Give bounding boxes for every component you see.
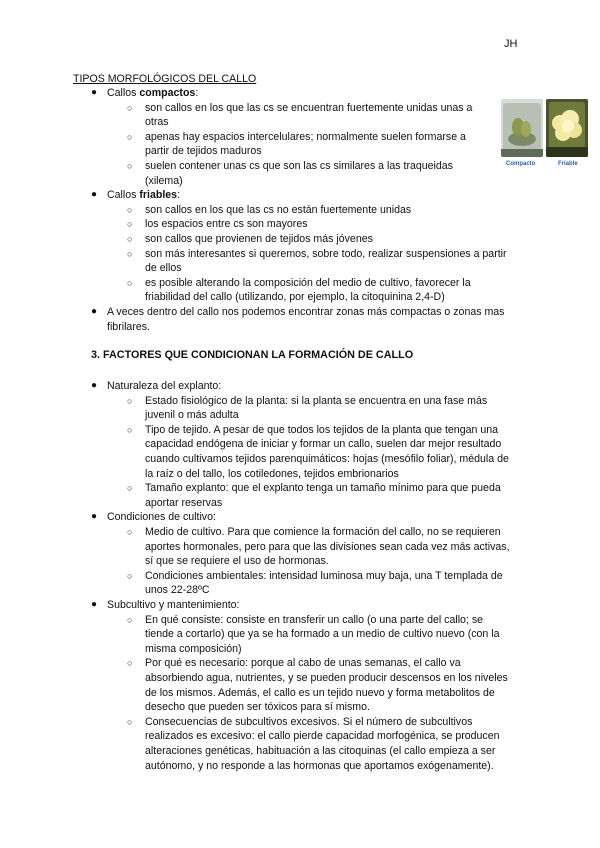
bullet-dot-icon: ● xyxy=(91,87,98,98)
sub-bullet-continuation: unos 22-28ºC xyxy=(145,584,210,597)
sub-bullet-continuation: aportes hormonales, pero para que las divisiones sean cada vez más activas, xyxy=(145,540,510,553)
section-heading-factores: 3. FACTORES QUE CONDICIONAN LA FORMACIÓN DE CALLO xyxy=(91,349,414,362)
bullet-dot-icon: ● xyxy=(91,189,98,201)
sub-bullet-item: ○ son callos que provienen de tejidos más jóvenes xyxy=(127,232,373,245)
sub-bullet-continuation: friabilidad del callo (utilizando, por ejemplo, la citoquinina 2,4-D) xyxy=(145,291,445,304)
circle-bullet-icon: ○ xyxy=(127,716,133,727)
sub-bullet-item: ○ Tamaño explanto: que el explanto tenga un tamaño mínimo para que pueda xyxy=(127,482,501,495)
sub-bullet-continuation: aportar reservas xyxy=(145,496,223,509)
sub-bullet-item: ○ Por qué es necesario: porque al cabo de unas semanas, el callo va xyxy=(127,657,461,670)
sub-bullet-continuation: alteraciones genéticas, habituación a las citoquinas (el callo empieza a ser xyxy=(145,744,496,757)
sub-bullet-continuation: tiende a cortarlo) que ya se ha formado a un medio de cultivo nuevo (con la xyxy=(145,628,500,641)
circle-bullet-icon: ○ xyxy=(127,658,133,669)
bullet-label-bold: compactos xyxy=(139,87,196,99)
sub-bullet-item: ○ En qué consiste: consiste en transferir un callo (o una parte del callo; se xyxy=(127,613,484,626)
bullet-dot-icon: ● xyxy=(91,305,98,317)
sub-bullet-item: ○ Medio de cultivo. Para que comience la formación del callo, no se requieren xyxy=(127,526,501,539)
sub-bullet-item: ○ Estado fisiológico de la planta: si la planta se encuentra en una fase más xyxy=(127,394,488,407)
bullet-continuation: fibrilares. xyxy=(107,320,150,333)
sub-bullet-item: ○ los espacios entre cs son mayores xyxy=(127,218,308,231)
circle-bullet-icon: ○ xyxy=(127,424,133,435)
bullet-dot-icon: ● xyxy=(91,511,98,523)
sub-bullet-item: ○ es posible alterando la composición del medio de cultivo, favorecer la xyxy=(127,276,471,289)
circle-bullet-icon: ○ xyxy=(127,277,133,288)
bullet-label-colon: : xyxy=(177,189,181,202)
compact-photo-caption: Compacto xyxy=(506,161,536,167)
bullet-item-naturaleza: ● Naturaleza del explanto: xyxy=(91,380,222,393)
sub-bullet-continuation: otras xyxy=(145,116,169,129)
sub-bullet-continuation: sí que se requiere el uso de hormonas. xyxy=(145,555,329,568)
circle-bullet-icon: ○ xyxy=(127,395,133,406)
sub-bullet-item: ○ son callos en los que las cs se encuentran fuertemente unidas unas a xyxy=(127,101,473,114)
circle-bullet-icon: ○ xyxy=(127,570,133,581)
bullet-item-condiciones: ● Condiciones de cultivo: xyxy=(91,511,216,524)
circle-bullet-icon: ○ xyxy=(127,102,133,113)
sub-bullet-item: ○ son callos en los que las cs no están fuertemente unidas xyxy=(127,203,412,216)
sub-bullet-item: ○ apenas hay espacios intercelulares; normalmente suelen formarse a xyxy=(127,130,466,143)
sub-bullet-continuation: capacidad endógena de iniciar y formar un callo, suelen dar mejor resultado xyxy=(145,438,502,451)
circle-bullet-icon: ○ xyxy=(127,131,133,142)
sub-bullet-continuation: de los mismos. Además, el callo es un tejido nuevo y forma metabolitos de xyxy=(145,686,495,699)
sub-bullet-continuation: juvenil o más adulta xyxy=(145,409,239,422)
bullet-label-colon: : xyxy=(195,87,199,99)
author-initials: JH xyxy=(504,38,518,50)
circle-bullet-icon: ○ xyxy=(127,248,133,259)
sub-bullet-continuation: la raíz o del tallo, los cotiledones, tejidos embrionarios xyxy=(145,467,399,480)
bullet-label: Callos xyxy=(107,87,140,99)
circle-bullet-icon: ○ xyxy=(127,614,133,625)
circle-bullet-icon: ○ xyxy=(127,204,133,215)
sub-bullet-continuation: de ellos xyxy=(145,262,182,275)
document-body xyxy=(0,86,600,773)
bullet-item-subcultivo: ● Subcultivo y mantenimiento: xyxy=(91,599,240,611)
bullet-item-aveces: ● A veces dentro del callo nos podemos encontrar zonas más compactas o zonas mas xyxy=(91,305,505,318)
sub-bullet-continuation: partir de tejidos maduros xyxy=(145,145,262,158)
sub-bullet-item: ○ Consecuencias de subcultivos excesivos. Si el número de subcultivos xyxy=(127,715,473,728)
sub-bullet-continuation: cuando cultivamos tejidos parenquimáticos: hojas (mesófilo foliar), médula de xyxy=(145,453,509,466)
circle-bullet-icon: ○ xyxy=(127,233,133,244)
sub-bullet-item: ○ Tipo de tejido. A pesar de que todos los tejidos de la planta que tengan una xyxy=(127,423,498,436)
sub-bullet-item: ○ Condiciones ambientales: intensidad luminosa muy baja, una T templada de xyxy=(127,569,503,582)
sub-bullet-continuation: desecho que pueden ser tóxicos para sí mismo. xyxy=(145,701,370,714)
circle-bullet-icon: ○ xyxy=(127,483,133,494)
bullet-dot-icon: ● xyxy=(91,599,98,610)
circle-bullet-icon: ○ xyxy=(127,160,133,171)
sub-bullet-item: ○ suelen contener unas cs que son las cs similares a las traqueidas xyxy=(127,159,453,172)
sub-bullet-continuation: absorbiendo agua, nutrientes, y se pueden producir descensos en los niveles xyxy=(145,671,508,684)
bullet-item-friables xyxy=(0,188,600,203)
sub-bullet-continuation: misma composición) xyxy=(145,642,242,655)
bullet-label-bold: friables xyxy=(139,189,178,202)
bullet-label: Callos xyxy=(107,189,140,202)
bullet-item-compactos xyxy=(0,86,600,101)
sub-bullet-continuation: realizados es excesivo: el callo pierde capacidad morfogénica, se producen xyxy=(145,730,500,743)
sub-bullet-continuation: autónomo, y no responde a las hormonas que aportamos exógenamente). xyxy=(145,759,494,772)
section-heading-tipos: TIPOS MORFOLÓGICOS DEL CALLO xyxy=(73,73,257,85)
sub-bullet-continuation: (xilema) xyxy=(145,174,183,187)
friable-photo-caption: Friable xyxy=(558,161,578,167)
bullet-dot-icon: ● xyxy=(91,380,98,392)
circle-bullet-icon: ○ xyxy=(127,219,133,230)
sub-bullet-item: ○ son más interesantes si queremos, sobre todo, realizar suspensiones a partir xyxy=(127,247,507,260)
circle-bullet-icon: ○ xyxy=(127,527,133,538)
